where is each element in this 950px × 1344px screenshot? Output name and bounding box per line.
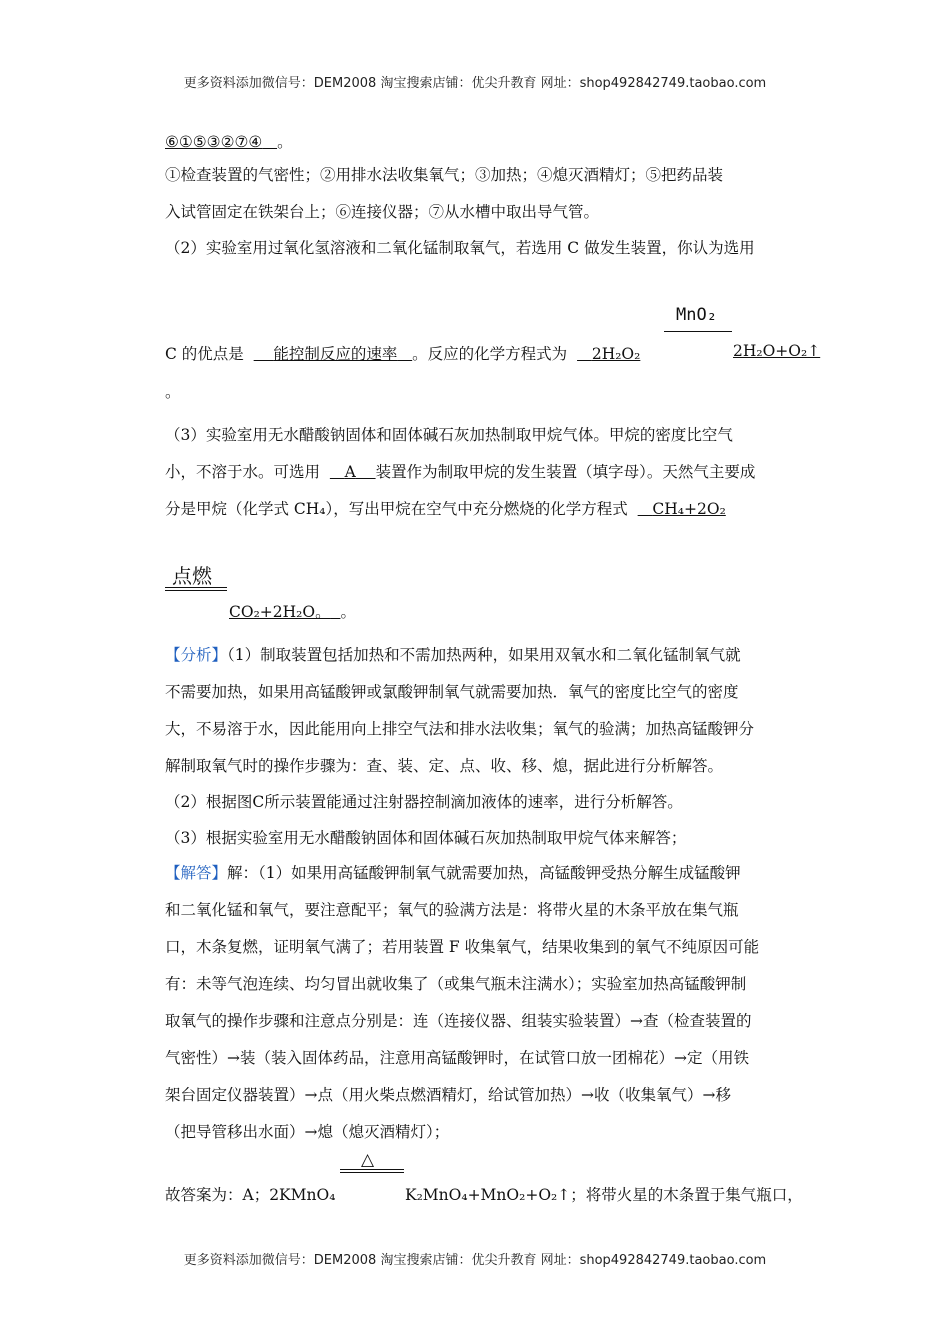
solution-line-1: 【解答】解：（1）如果用高锰酸钾制氧气就需要加热，高锰酸钾受热分解生成锰酸钾 <box>165 864 741 882</box>
steps-line-2: 入试管固定在铁架台上；⑥连接仪器；⑦从水槽中取出导气管。 <box>165 203 600 221</box>
answer-order: ⑥①⑤③②⑦④ <box>165 133 263 151</box>
advantage-answer: 能控制反应的速率 <box>273 345 398 363</box>
equation-2-bar-2 <box>165 590 227 591</box>
answer-order-line: ⑥①⑤③②⑦④ 。 <box>165 133 293 151</box>
solution-line-4: 有：未等气泡连续、均匀冒出就收集了（或集气瓶未注满水）；实验室加热高锰酸钾制 <box>165 975 747 993</box>
equation-2-condition: 点燃 <box>172 564 212 588</box>
equation-2-left: CH₄+2O₂ <box>652 500 726 518</box>
question-3-line-3: 分是甲烷（化学式 CH₄），写出甲烷在空气中充分燃烧的化学方程式 CH₄+2O₂ <box>165 500 726 518</box>
analysis-line-4: 解制取氧气时的操作步骤为：查、装、定、点、收、移、熄，据此进行分析解答。 <box>165 757 724 775</box>
final-equation-bar-2 <box>340 1172 404 1173</box>
analysis-line-5: （2）根据图C所示装置能通过注射器控制滴加液体的速率，进行分析解答。 <box>165 793 683 811</box>
analysis-line-3: 大，不易溶于水，因此能用向上排空气法和排水法收集；氧气的验满；加热高锰酸钾分 <box>165 720 755 738</box>
page-header: 更多资料添加微信号：DEM2008 淘宝搜索店铺：优尖升教育 网址：shop492842749.taobao.com <box>183 76 767 91</box>
equation-1-left: 2H₂O₂ <box>591 345 641 363</box>
final-answer-right: K₂MnO₄+MnO₂+O₂↑；将带火星的木条置于集气瓶口， <box>405 1186 803 1204</box>
question-3-line-2: 小，不溶于水。可选用 A 装置作为制取甲烷的发生装置（填字母）。天然气主要成 <box>165 463 756 481</box>
equation-2-bar-1 <box>165 587 227 588</box>
question-2-end-period: 。 <box>165 383 181 401</box>
solution-line-5: 取氧气的操作步骤和注意点分别是：连（连接仪器、组装实验装置）→查（检查装置的 <box>165 1012 752 1030</box>
equation-2-right-line: CO₂+2H₂O。 。 <box>229 603 356 621</box>
final-equation-condition: △ <box>361 1150 375 1170</box>
analysis-line-2: 不需要加热，如果用高锰酸钾或氯酸钾制氧气就需要加热．氧气的密度比空气的密度 <box>165 683 739 701</box>
equation-1-bar <box>664 331 732 332</box>
question-2-line-1: （2）实验室用过氧化氢溶液和二氧化锰制取氧气，若选用 C 做发生装置，你认为选用 <box>165 239 755 257</box>
solution-tag: 【解答】 <box>165 864 228 882</box>
solution-line-7: 架台固定仪器装置）→点（用火柴点燃酒精灯，给试管加热）→收（收集氧气）→移 <box>165 1086 731 1104</box>
question-3-line-1: （3）实验室用无水醋酸钠固体和固体碱石灰加热制取甲烷气体。甲烷的密度比空气 <box>165 426 733 444</box>
steps-line-1: ①检查装置的气密性；②用排水法收集氧气；③加热；④熄灭酒精灯；⑤把药品装 <box>165 166 724 184</box>
solution-line-3: 口，木条复燃，证明氧气满了；若用装置 F 收集氧气，结果收集到的氧气不纯原因可能 <box>165 938 760 956</box>
final-answer-left: 故答案为：A；2KMnO₄ <box>165 1186 336 1204</box>
question-2-line-2: C 的优点是 能控制反应的速率 。反应的化学方程式为 2H₂O₂ <box>165 345 641 363</box>
solution-line-8: （把导管移出水面）→熄（熄灭酒精灯）； <box>165 1123 450 1141</box>
equation-1-catalyst: MnO₂ <box>676 305 717 325</box>
equation-1-right: 2H₂O+O₂↑ <box>733 342 821 360</box>
analysis-line-6: （3）根据实验室用无水醋酸钠固体和固体碱石灰加热制取甲烷气体来解答； <box>165 829 687 847</box>
equation-2-right: CO₂+2H₂O。 <box>229 603 331 621</box>
analysis-tag: 【分析】 <box>165 646 228 664</box>
analysis-line-1: 【分析】（1）制取装置包括加热和不需加热两种，如果用双氧水和二氧化锰制氧气就 <box>165 646 741 664</box>
solution-line-6: 气密性）→装（装入固体药品，注意用高锰酸钾时，在试管口放一团棉花）→定（用铁 <box>165 1049 749 1067</box>
device-answer: A <box>344 463 356 481</box>
final-equation-bar-1 <box>340 1169 404 1170</box>
solution-line-2: 和二氧化锰和氧气，要注意配平；氧气的验满方法是：将带火星的木条平放在集气瓶 <box>165 901 739 919</box>
page-footer: 更多资料添加微信号：DEM2008 淘宝搜索店铺：优尖升教育 网址：shop492842749.taobao.com <box>183 1253 767 1268</box>
